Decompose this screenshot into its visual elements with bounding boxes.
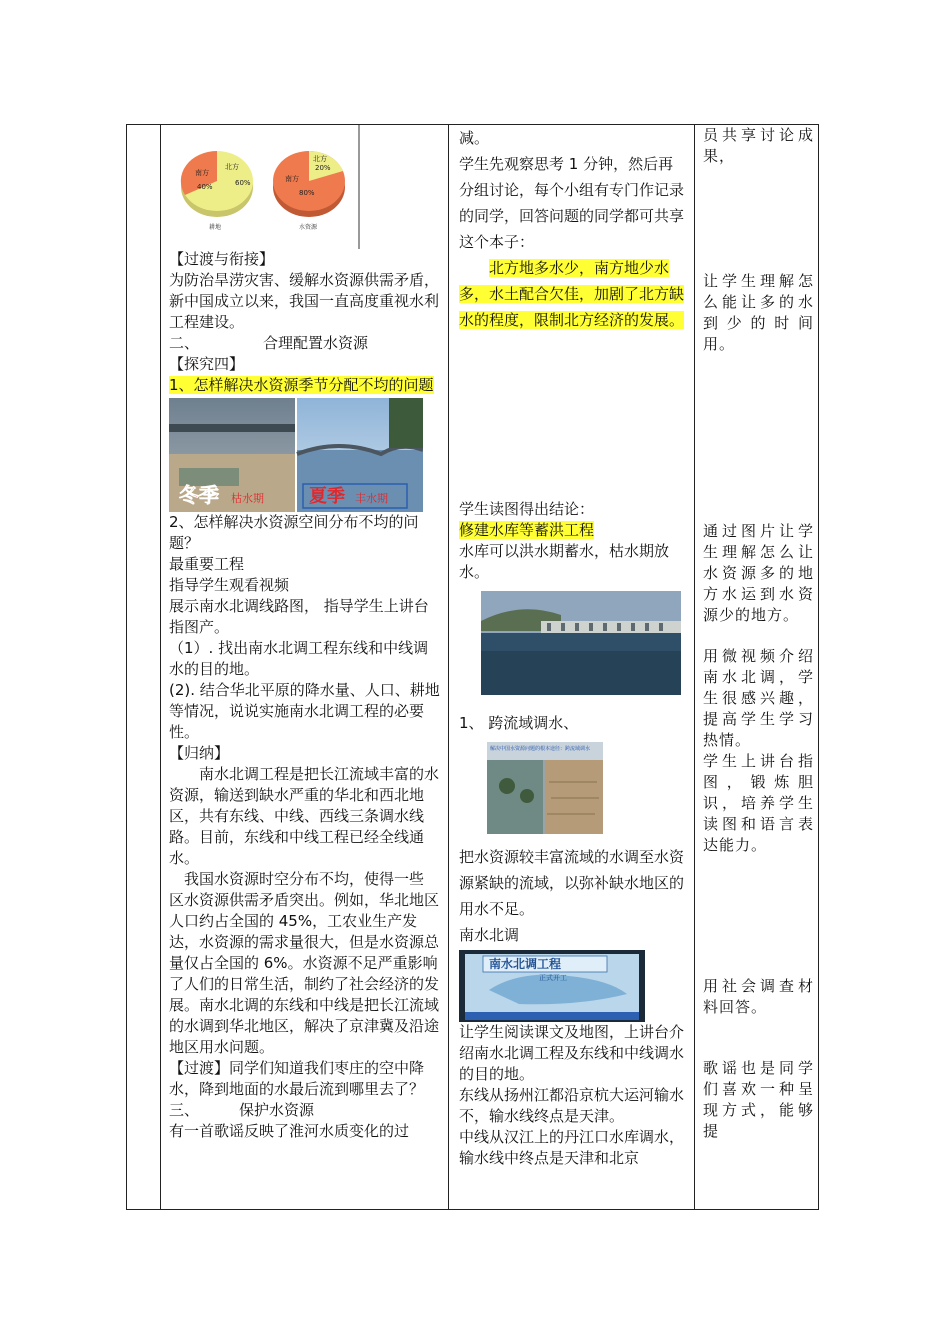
water-south-label: 南方 [285,175,299,183]
blank-column [127,125,161,1210]
intent-share: 员共享讨论成果， [703,126,814,165]
intent-pointing: 学生上讲台指图，锻炼胆识，培养学生读图和语言表达能力。 [703,752,814,854]
farm-north-label: 北方 [225,163,239,171]
summer-label: 夏季 [309,486,345,507]
summary-paragraph-1: 南水北调工程是把长江流域丰富的水资源，输送到缺水严重的华北和西北地区，共有东线、中线、西线三条调水线路。目前，东线和中线工程已经全线通水。 [169,765,440,867]
intent-survey: 用社会调查材料回答。 [703,977,814,1016]
section2-heading: 二、 合理配置水资源 [169,334,369,352]
transition2: 【过渡】同学们知道我们枣庄的空中降水，降到地面的水最后流到哪里去了？ [169,1059,425,1098]
nsbd-video-screenshot [459,950,645,1022]
section3-heading: 三、 保护水资源 [169,1101,315,1119]
east-line: 东线从扬州江都沿京杭大运河输水不，输水线终点是天津。 [459,1086,685,1125]
winter-label: 冬季 [179,483,219,507]
water-north-label: 北方 [313,155,327,163]
guide-video: 指导学生观看视频 [169,576,290,594]
farm-south-pct: 40% [197,183,213,191]
reservoir-dam-photo [481,591,681,695]
water-south-pct: 80% [299,189,315,197]
student-activity-column [449,125,695,1210]
song-text: 有一首歌谣反映了淮河水质变化的过 [169,1122,410,1140]
seasonal-photos [169,398,423,512]
flood-drought-photo [487,742,603,834]
top-continuation: 减。 [459,129,490,147]
video-subtitle: 正式开工 [539,974,567,982]
read-conclude: 学生读图得出结论： [459,500,595,518]
transition-heading: 【过渡与衔接】 [169,250,275,268]
reservoir-highlight: 修建水库等蓄洪工程 [459,521,595,539]
middle-line: 中线从汉江上的丹江口水库调水，输水线中终点是天津和北京 [459,1128,685,1167]
intent-song: 歌谣也是同学们喜欢一种呈现方式，能够提 [703,1059,814,1140]
pie-charts-figure [173,125,363,249]
intent-video: 用微视频介绍南水北调，学生很感兴趣，提高学生学习热情。 [703,647,814,749]
transition-text: 为防治旱涝灾害、缓解水资源供需矛盾，新中国成立以来，我国一直高度重视水利工程建设。 [169,271,440,331]
farm-north-pct: 60% [235,179,251,187]
summary-heading: 【归纳】 [169,744,230,762]
summary-paragraph-2: 我国水资源时空分布不均，使得一些 区水资源供需矛盾突出。例如，华北地区人口约占全国的 45%，工农业生产发达，水资源的需求量很大，但是水资源总量仅占全国的 6%。水资源不足严重影响了人们的日常生活，制约了社会经济的发展。南水北调的东线和中线是把长江流域的水调到华北地区，解决了京津冀及沿途地区用水问题。 [169,870,440,1056]
reservoir-text: 水库可以洪水期蓄水，枯水期放水。 [459,542,670,581]
observe-discuss: 学生先观察思考 1 分钟，然后再分组讨论，每个小组有专门作记录的同学，回答问题的同学都可共享这个本子： [459,155,685,251]
design-intent-column [695,125,819,1210]
winter-sub: 枯水期 [231,492,264,505]
explore4-heading: 【探究四】 [169,355,245,373]
task1: （1）. 找出南水北调工程东线和中线调水的目的地。 [169,639,429,678]
transfer-text: 把水资源较丰富流域的水调至水资源紧缺的流域，以弥补缺水地区的用水不足。 [459,848,685,918]
water-caption: 水资源 [299,224,318,231]
flood-drought-banner: 解决中国水资源问题的根本途径：跨流域调水 [490,746,591,752]
video-title: 南水北调工程 [489,957,562,971]
farm-caption: 耕地 [209,224,222,231]
show-route-map: 展示南水北调线路图， 指导学生上讲台指图产。 [169,597,429,636]
summer-sub: 丰水期 [355,492,388,505]
task2: (2). 结合华北平原的降水量、人口、耕地等情况，说说实施南水北调工程的必要性。 [169,681,440,741]
read-text-map: 让学生阅读课文及地图，上讲台介绍南水北调工程及东线和中线调水的目的地。 [459,1023,685,1083]
answer-highlight: 北方地多水少，南方地少水多，水土配合欠佳，加剧了北方缺水的程度，限制北方经济的发展。 [459,259,685,329]
farm-south-label: 南方 [195,169,209,177]
teaching-content-column [161,125,449,1210]
question2: 2、怎样解决水资源空间分布不均的问题？ [169,513,419,552]
nsbd-label: 南水北调 [459,926,520,944]
question1: 1、怎样解决水资源季节分配不均的问题 [169,376,434,394]
intent-space: 通过图片让学生理解怎么让水资源多的地方水运到水资源少的地方。 [703,522,814,624]
lesson-table [126,124,819,1210]
intent-season: 让学生理解怎么能让多的水到少的时间用。 [703,272,814,353]
most-important-project: 最重要工程 [169,555,245,573]
water-north-pct: 20% [315,164,331,172]
cross-basin-transfer: 1、 跨流域调水、 [459,714,579,732]
